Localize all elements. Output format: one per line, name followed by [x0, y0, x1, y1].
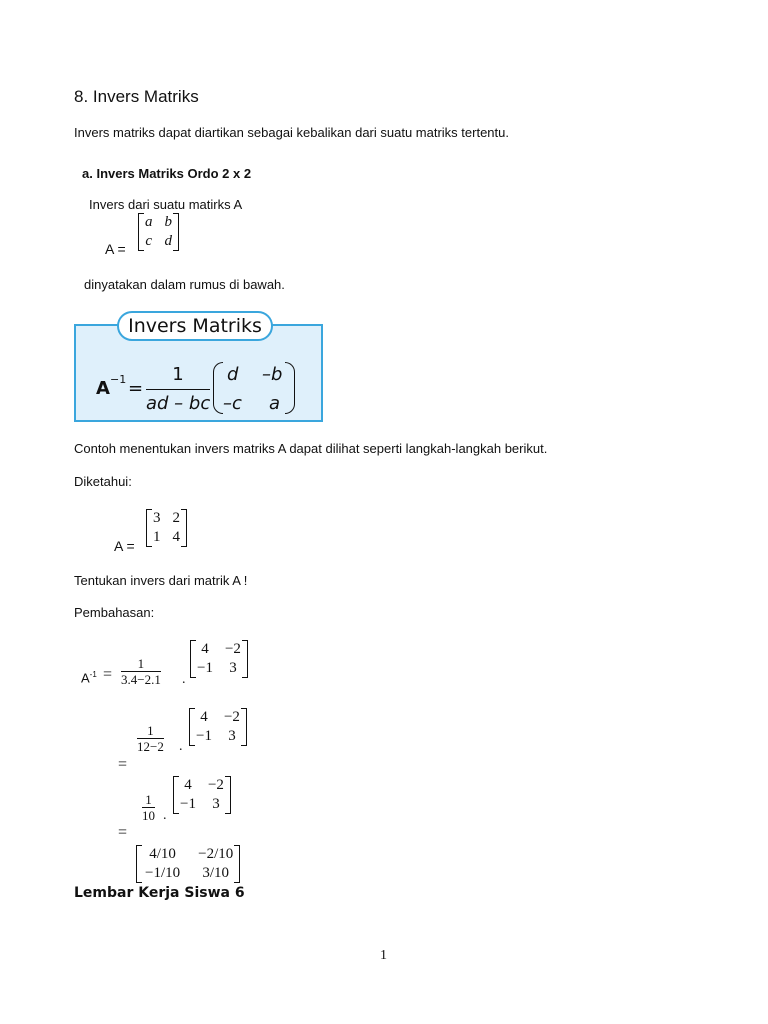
result-matrix — [136, 845, 240, 883]
step3-equals: = — [118, 824, 128, 841]
formula-matrix-cell: d — [227, 364, 239, 385]
step2-fraction: 1 12−2 — [137, 723, 164, 754]
page-number: 1 — [380, 948, 387, 963]
formula-left-paren — [213, 362, 223, 414]
matrix-cell: −1 — [196, 728, 212, 744]
matrix-cell: −2 — [207, 777, 224, 793]
matrix-cell: −2 — [224, 641, 241, 657]
subheading: a. Invers Matriks Ordo 2 x 2 — [82, 166, 252, 181]
matrix-cell: b — [164, 214, 172, 230]
definition-text: Invers dari suatu matirks A — [89, 197, 243, 212]
matrix-cell: 3/10 — [202, 865, 230, 881]
step1-matrix — [190, 640, 248, 678]
step1-fraction: 1 3.4−2.1 — [121, 656, 161, 687]
step1-lhs: $A^{-1}$ — [81, 670, 97, 686]
step1-dot: . — [182, 672, 186, 687]
matrix-cell: 1 — [153, 529, 161, 545]
formula-matrix-cell: –b — [262, 364, 283, 385]
formula-right-paren — [285, 362, 295, 414]
matrix-cell: 4 — [200, 709, 208, 725]
step1-lhs-exponent: -1 — [89, 670, 97, 679]
matrix-cell: c — [145, 233, 153, 249]
matrix-cell: a — [145, 214, 153, 230]
formula-lhs-exponent: −1 — [110, 373, 127, 386]
intro-paragraph: Invers matriks dapat diartikan sebagai kebalikan dari suatu matriks tertentu. — [74, 125, 509, 140]
step2-matrix — [189, 708, 247, 746]
step3-dot: . — [163, 808, 167, 823]
step2-dot: . — [179, 739, 183, 754]
step2-equals: = — [118, 756, 128, 773]
example-intro: Contoh menentukan invers matriks A dapat dilihat seperti langkah-langkah berikut. — [74, 441, 548, 456]
step3-matrix — [173, 776, 231, 814]
matrix-cell: 3 — [228, 728, 236, 744]
matrix-cell: −1 — [197, 660, 213, 676]
matrix-cell: 3 — [229, 660, 237, 676]
matrix-given-label: A = — [114, 538, 135, 554]
matrix-cell: 4 — [172, 529, 180, 545]
formula-intro: dinyatakan dalam rumus di bawah. — [84, 277, 285, 292]
matrix-cell: −2 — [223, 709, 240, 725]
matrix-cell: 3 — [153, 510, 161, 526]
matrix-cell: 2 — [172, 510, 180, 526]
formula-lhs: A — [96, 378, 110, 399]
step3-fraction: 1 10 — [142, 792, 155, 823]
formula-matrix-cell: –c — [223, 393, 242, 414]
solution-label: Pembahasan: — [74, 605, 155, 620]
matrix-cell: d — [164, 233, 172, 249]
given-label: Diketahui: — [74, 474, 132, 489]
page-title: 8. Invers Matriks — [74, 87, 199, 106]
formula-fraction-bar — [146, 389, 210, 390]
matrix-cell: 4/10 — [149, 846, 176, 862]
matrix-cell: 4 — [201, 641, 209, 657]
formula-numerator: 1 — [172, 364, 184, 385]
matrix-cell: −1/10 — [145, 865, 181, 881]
worksheet-title: Lembar Kerja Siswa 6 — [74, 885, 245, 901]
matrix-cell: −2/10 — [198, 846, 234, 862]
matrix-given — [146, 509, 187, 547]
formula-box-title: Invers Matriks — [117, 311, 273, 341]
step1-equals: = — [103, 666, 113, 683]
matrix-general — [138, 213, 179, 251]
formula-matrix-cell: a — [269, 393, 281, 414]
matrix-cell: −1 — [180, 796, 196, 812]
matrix-cell: 3 — [212, 796, 220, 812]
matrix-general-label: A = — [105, 241, 126, 257]
matrix-cell: 4 — [184, 777, 192, 793]
formula-equals: = — [128, 378, 144, 399]
formula-denominator: ad – bc — [146, 393, 211, 414]
question-text: Tentukan invers dari matrik A ! — [74, 573, 248, 588]
